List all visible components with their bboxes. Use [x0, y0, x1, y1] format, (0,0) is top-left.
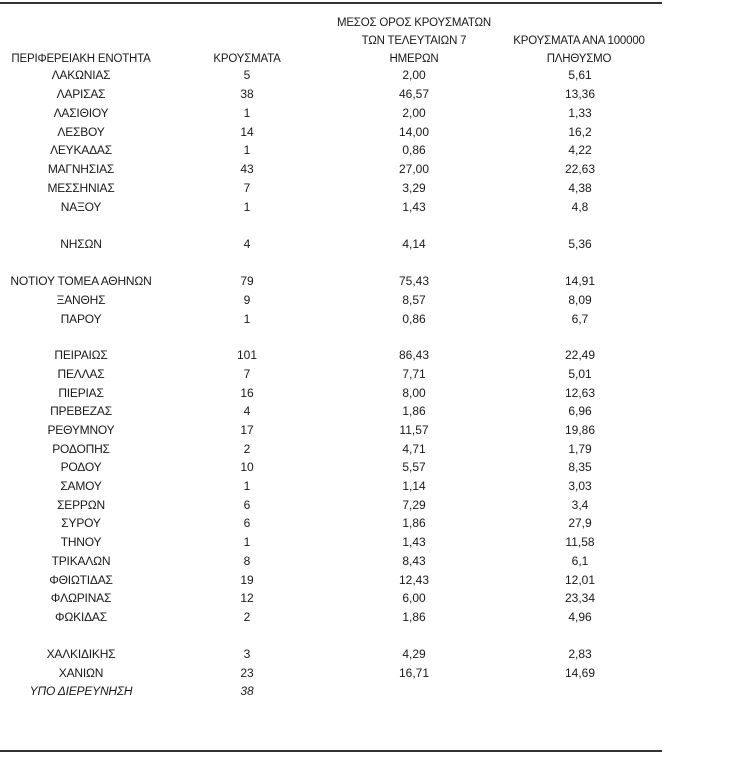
- cell-cases: 4: [243, 404, 251, 418]
- table-row: [0, 664, 662, 682]
- cell-region: ΜΑΓΝΗΣΙΑΣ: [47, 162, 115, 176]
- cell-per100k: 16,2: [568, 125, 592, 139]
- cell-cases: 7: [243, 367, 251, 381]
- cell-avg7: 27,00: [398, 162, 430, 176]
- cell-cases: 3: [243, 647, 251, 661]
- cell-avg7: 4,71: [402, 442, 426, 456]
- cell-per100k: 12,01: [564, 573, 596, 587]
- cell-cases: 79: [240, 274, 254, 288]
- cell-per100k: 12,63: [564, 386, 596, 400]
- cell-per100k: 19,86: [564, 423, 596, 437]
- cell-per100k: 5,01: [568, 367, 592, 381]
- cell-region: ΥΠΟ ΔΙΕΡΕΥΝΗΣΗ: [29, 684, 133, 698]
- table-row: [0, 235, 662, 253]
- cell-region: ΡΕΘΥΜΝΟΥ: [47, 423, 115, 437]
- cell-region: ΞΑΝΘΗΣ: [56, 293, 106, 307]
- cell-per100k: 3,03: [568, 479, 592, 493]
- cell-region: ΡΟΔΟΠΗΣ: [52, 442, 110, 456]
- cell-avg7: 14,00: [398, 125, 430, 139]
- cell-per100k: 4,22: [568, 143, 592, 157]
- cell-avg7: 2,00: [402, 106, 426, 120]
- cell-cases: 9: [243, 293, 251, 307]
- cell-avg7: 4,29: [402, 647, 426, 661]
- cell-per100k: 4,38: [568, 181, 592, 195]
- table-row: [0, 291, 662, 309]
- header-avg7-line3: ΗΜΕΡΩΝ: [389, 53, 439, 65]
- cell-region: ΤΡΙΚΑΛΩΝ: [51, 554, 111, 568]
- cell-avg7: 2,00: [402, 68, 426, 82]
- cell-cases: 2: [243, 610, 251, 624]
- cell-avg7: 75,43: [398, 274, 430, 288]
- bottom-rule: [0, 750, 662, 752]
- cell-per100k: 6,7: [571, 312, 589, 326]
- table-row: [0, 571, 662, 589]
- cell-cases: 10: [240, 460, 254, 474]
- cell-avg7: 5,57: [402, 460, 426, 474]
- cell-per100k: 5,61: [568, 68, 592, 82]
- table-row: [0, 141, 662, 159]
- table-row: [0, 272, 662, 290]
- cell-cases: 1: [243, 200, 251, 214]
- cell-cases: 4: [243, 237, 251, 251]
- cell-avg7: 8,57: [402, 293, 426, 307]
- cell-per100k: 2,83: [568, 647, 592, 661]
- cell-cases: 16: [240, 386, 254, 400]
- cell-region: ΠΕΙΡΑΙΩΣ: [54, 348, 108, 362]
- cell-region: ΧΑΛΚΙΔΙΚΗΣ: [46, 647, 116, 661]
- cell-cases: 101: [236, 348, 258, 362]
- cell-avg7: 3,29: [402, 181, 426, 195]
- cell-region: ΣΕΡΡΩΝ: [57, 498, 105, 512]
- cell-avg7: 12,43: [398, 573, 430, 587]
- table-row: [0, 533, 662, 551]
- cell-avg7: 11,57: [399, 423, 429, 437]
- cell-region: ΠΑΡΟΥ: [60, 312, 102, 326]
- cell-region: ΤΗΝΟΥ: [60, 535, 102, 549]
- cell-cases: 1: [243, 143, 251, 157]
- table-row: [0, 365, 662, 383]
- cell-per100k: 8,09: [568, 293, 592, 307]
- cell-cases: 43: [240, 162, 254, 176]
- table-row: [0, 310, 662, 328]
- header-per100k-line2: ΠΛΗΘΥΣΜΟ: [546, 53, 612, 65]
- cell-per100k: 4,96: [568, 610, 592, 624]
- cell-avg7: 1,86: [402, 516, 426, 530]
- table-row: [0, 552, 662, 570]
- table-row: [0, 440, 662, 458]
- table-row: [0, 66, 662, 84]
- header-per100k: [488, 32, 670, 68]
- cell-region: ΝΗΣΩΝ: [60, 237, 102, 251]
- cell-avg7: 4,14: [402, 237, 426, 251]
- cell-region: ΛΕΥΚΑΔΑΣ: [50, 143, 112, 157]
- cell-avg7: 1,14: [402, 479, 426, 493]
- cell-avg7: 1,43: [402, 200, 426, 214]
- cell-avg7: 6,00: [402, 591, 426, 605]
- top-rule: [0, 2, 662, 4]
- cell-per100k: 11,58: [565, 535, 595, 549]
- table-row: [0, 198, 662, 216]
- cell-per100k: 14,69: [564, 666, 596, 680]
- table-row: [0, 645, 662, 663]
- table-row: [0, 384, 662, 402]
- cell-region: ΛΕΣΒΟΥ: [57, 125, 105, 139]
- cell-cases: 12: [240, 591, 254, 605]
- table-row: [0, 85, 662, 103]
- cell-per100k: 8,35: [568, 460, 592, 474]
- cell-avg7: 46,57: [398, 87, 430, 101]
- cell-cases: 5: [243, 68, 251, 82]
- cell-cases: 1: [243, 479, 251, 493]
- cell-region: ΧΑΝΙΩΝ: [58, 666, 104, 680]
- table-row: [0, 123, 662, 141]
- cell-per100k: 6,1: [571, 554, 589, 568]
- cell-region: ΣΑΜΟΥ: [60, 479, 102, 493]
- cell-per100k: 27,9: [568, 516, 592, 530]
- header-per100k-line1: ΚΡΟΥΣΜΑΤΑ ΑΝΑ 100000: [513, 35, 645, 47]
- cell-cases: 19: [240, 573, 254, 587]
- cell-avg7: 7,29: [402, 498, 426, 512]
- table-row: [0, 496, 662, 514]
- cell-per100k: 23,34: [564, 591, 596, 605]
- cell-cases: 38: [240, 684, 254, 698]
- cell-avg7: 0,86: [402, 312, 426, 326]
- table-row: [0, 608, 662, 626]
- cell-per100k: 22,49: [564, 348, 596, 362]
- cell-per100k: 1,79: [568, 442, 592, 456]
- cell-cases: 8: [243, 554, 251, 568]
- cell-region: ΠΕΛΛΑΣ: [57, 367, 105, 381]
- table-row: [0, 514, 662, 532]
- header-avg7-line2: ΤΩΝ ΤΕΛΕΥΤΑΙΩΝ 7: [361, 35, 467, 47]
- cell-per100k: 5,36: [568, 237, 592, 251]
- cell-avg7: 8,00: [402, 386, 426, 400]
- table-row: [0, 104, 662, 122]
- header-avg7: [318, 14, 510, 68]
- cell-per100k: 14,91: [564, 274, 596, 288]
- cell-avg7: 0,86: [402, 143, 426, 157]
- cell-cases: 1: [243, 106, 251, 120]
- table-row: [0, 477, 662, 495]
- cell-avg7: 1,86: [402, 404, 426, 418]
- cell-region: ΡΟΔΟΥ: [60, 460, 102, 474]
- table-row: [0, 421, 662, 439]
- cell-cases: 1: [243, 535, 251, 549]
- cell-cases: 38: [240, 87, 254, 101]
- cell-avg7: 1,86: [402, 610, 426, 624]
- table-row: [0, 179, 662, 197]
- cell-avg7: 16,71: [398, 666, 430, 680]
- cell-avg7: 86,43: [398, 348, 430, 362]
- cell-region: ΛΑΡΙΣΑΣ: [56, 87, 106, 101]
- cell-avg7: 7,71: [402, 367, 426, 381]
- table-row: [0, 402, 662, 420]
- cell-region: ΦΩΚΙΔΑΣ: [55, 610, 107, 624]
- table-row: [0, 160, 662, 178]
- cell-region: ΠΡΕΒΕΖΑΣ: [50, 404, 112, 418]
- cell-per100k: 3,4: [571, 498, 589, 512]
- cell-avg7: 8,43: [402, 554, 426, 568]
- cell-per100k: 4,8: [571, 200, 589, 214]
- header-avg7-line1: ΜΕΣΟΣ ΟΡΟΣ ΚΡΟΥΣΜΑΤΩΝ: [336, 17, 492, 29]
- header-cases-label: ΚΡΟΥΣΜΑΤΑ: [213, 53, 281, 65]
- cell-cases: 14: [240, 125, 254, 139]
- cell-region: ΣΥΡΟΥ: [61, 516, 101, 530]
- cell-region: ΦΛΩΡΙΝΑΣ: [50, 591, 112, 605]
- cell-per100k: 6,96: [568, 404, 592, 418]
- cell-cases: 7: [243, 181, 251, 195]
- cell-per100k: 1,33: [568, 106, 592, 120]
- table-row: [0, 346, 662, 364]
- cell-cases: 23: [240, 666, 254, 680]
- table-row: [0, 589, 662, 607]
- cell-cases: 2: [243, 442, 251, 456]
- cell-region: ΝΟΤΙΟΥ ΤΟΜΕΑ ΑΘΗΝΩΝ: [10, 274, 152, 288]
- table-row: [0, 458, 662, 476]
- cell-region: ΜΕΣΣΗΝΙΑΣ: [47, 181, 115, 195]
- cell-cases: 6: [243, 498, 251, 512]
- cell-cases: 1: [243, 312, 251, 326]
- cell-region: ΝΑΞΟΥ: [60, 200, 102, 214]
- cell-region: ΛΑΣΙΘΙΟΥ: [53, 106, 109, 120]
- cell-cases: 17: [240, 423, 254, 437]
- cell-avg7: 1,43: [402, 535, 426, 549]
- cell-region: ΛΑΚΩΝΙΑΣ: [51, 68, 111, 82]
- cell-cases: 6: [243, 516, 251, 530]
- cell-per100k: 22,63: [564, 162, 596, 176]
- cell-region: ΠΙΕΡΙΑΣ: [58, 386, 104, 400]
- cell-region: ΦΘΙΩΤΙΔΑΣ: [49, 573, 113, 587]
- table-row-note: [0, 682, 662, 700]
- header-region-label: ΠΕΡΙΦΕΡΕΙΑΚΗ ΕΝΟΤΗΤΑ: [11, 53, 151, 65]
- cell-per100k: 13,36: [564, 87, 596, 101]
